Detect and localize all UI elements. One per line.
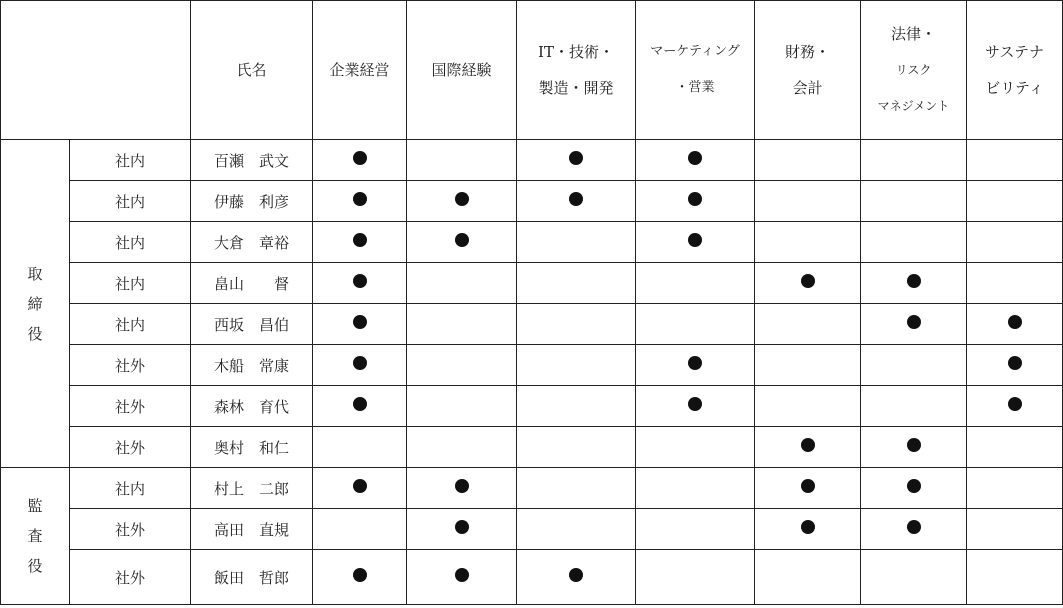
skill-cell: [861, 345, 967, 386]
skill-dot-icon: [688, 233, 702, 247]
skill-cell: [517, 263, 636, 304]
skill-dot-icon: [353, 397, 367, 411]
skill-cell: [636, 222, 755, 263]
skill-cell: [313, 140, 407, 181]
header-line: 会計: [792, 79, 823, 97]
skill-cell: [313, 550, 407, 605]
skill-cell: [967, 427, 1063, 468]
skill-cell: [517, 140, 636, 181]
header-skill-marketing: [636, 1, 755, 140]
group-label-char: 役: [27, 324, 43, 343]
skill-cell: [517, 222, 636, 263]
group-label-char: 役: [27, 557, 43, 575]
skill-cell: [636, 140, 755, 181]
group-label-directors: [1, 140, 70, 468]
member-name-cell: 大倉 章裕: [191, 222, 313, 263]
skill-cell: [861, 181, 967, 222]
skill-cell: [861, 550, 967, 605]
skill-cell: [313, 386, 407, 427]
skill-cell: [313, 468, 407, 509]
member-type-cell: 社外: [70, 509, 191, 550]
skill-dot-icon: [353, 192, 367, 206]
header-line: ・営業: [675, 80, 715, 95]
header-corner-cell: [1, 1, 191, 140]
skill-cell: [755, 550, 861, 605]
header-line: IT・技術・: [538, 43, 614, 61]
skill-dot-icon: [688, 151, 702, 165]
table-row: [1, 345, 1063, 386]
skill-cell: [636, 550, 755, 605]
skill-cell: [517, 509, 636, 550]
skill-cell: [636, 181, 755, 222]
skill-cell: [861, 468, 967, 509]
skill-cell: [861, 386, 967, 427]
member-name-cell: 森林 育代: [191, 386, 313, 427]
header-skill-management: [313, 1, 407, 140]
table-row: [1, 468, 1063, 509]
member-type-cell: 社内: [70, 263, 191, 304]
skill-cell: [407, 140, 517, 181]
header-skill-legal-risk: [861, 1, 967, 140]
member-name-cell: 木船 常康: [191, 345, 313, 386]
skill-cell: [967, 345, 1063, 386]
skill-cell: [755, 386, 861, 427]
member-type-cell: 社内: [70, 304, 191, 345]
skill-cell: [755, 181, 861, 222]
skill-cell: [407, 427, 517, 468]
group-label-char: 取: [27, 264, 43, 283]
header-line: 財務・: [784, 43, 830, 61]
skill-dot-icon: [801, 520, 815, 534]
skill-cell: [313, 304, 407, 345]
skill-dot-icon: [455, 520, 469, 534]
skill-cell: [861, 222, 967, 263]
skill-dot-icon: [455, 568, 469, 582]
skill-dot-icon: [1008, 397, 1022, 411]
member-type-cell: 社内: [70, 140, 191, 181]
skill-cell: [967, 263, 1063, 304]
skill-dot-icon: [688, 192, 702, 206]
skill-cell: [755, 509, 861, 550]
skill-dot-icon: [801, 479, 815, 493]
skill-cell: [967, 181, 1063, 222]
skill-cell: [517, 304, 636, 345]
header-skill-finance: [755, 1, 861, 140]
skill-cell: [636, 509, 755, 550]
skill-cell: [861, 304, 967, 345]
skill-cell: [517, 386, 636, 427]
table-row: [1, 509, 1063, 550]
skill-dot-icon: [353, 315, 367, 329]
skill-cell: [861, 140, 967, 181]
skill-dot-icon: [353, 274, 367, 288]
skill-cell: [313, 181, 407, 222]
skill-cell: [967, 550, 1063, 605]
skill-cell: [755, 140, 861, 181]
member-type-cell: 社内: [70, 222, 191, 263]
skill-dot-icon: [569, 568, 583, 582]
skill-cell: [517, 345, 636, 386]
skill-cell: [861, 427, 967, 468]
skill-dot-icon: [1008, 356, 1022, 370]
skill-cell: [967, 222, 1063, 263]
skill-dot-icon: [353, 151, 367, 165]
header-skill-sustainability: [967, 1, 1063, 140]
skill-cell: [636, 468, 755, 509]
skill-cell: [407, 222, 517, 263]
skill-dot-icon: [907, 274, 921, 288]
skill-cell: [755, 468, 861, 509]
header-line: ビリティ: [985, 79, 1044, 97]
skill-cell: [407, 468, 517, 509]
member-name-cell: 西坂 昌伯: [191, 304, 313, 345]
skill-dot-icon: [1008, 315, 1022, 329]
table-row: [1, 263, 1063, 304]
group-label-char: 締: [27, 294, 43, 313]
skill-dot-icon: [455, 192, 469, 206]
header-line: リスク: [895, 63, 932, 77]
skill-cell: [407, 386, 517, 427]
skill-cell: [407, 263, 517, 304]
skill-cell: [861, 509, 967, 550]
header-line: マネジメント: [877, 99, 950, 113]
skill-cell: [967, 509, 1063, 550]
skill-dot-icon: [455, 479, 469, 493]
header-line: 国際経験: [431, 61, 492, 79]
skill-cell: [313, 345, 407, 386]
skill-dot-icon: [688, 397, 702, 411]
member-name-cell: 畠山 督: [191, 263, 313, 304]
table-row: [1, 550, 1063, 605]
skill-cell: [967, 304, 1063, 345]
member-name-cell: 高田 直規: [191, 509, 313, 550]
header-row: [1, 1, 1063, 140]
member-name-cell: 奥村 和仁: [191, 427, 313, 468]
skill-cell: [517, 427, 636, 468]
skill-cell: [407, 345, 517, 386]
skill-cell: [755, 263, 861, 304]
table-row: [1, 181, 1063, 222]
header-skill-international: [407, 1, 517, 140]
skill-dot-icon: [907, 438, 921, 452]
skill-dot-icon: [353, 233, 367, 247]
skill-cell: [407, 509, 517, 550]
table-row: [1, 427, 1063, 468]
skill-cell: [407, 304, 517, 345]
header-line: 製造・開発: [538, 79, 614, 97]
skill-dot-icon: [455, 233, 469, 247]
skill-dot-icon: [569, 151, 583, 165]
member-type-cell: 社内: [70, 468, 191, 509]
skill-dot-icon: [907, 479, 921, 493]
table-row: [1, 222, 1063, 263]
member-name-cell: 百瀬 武文: [191, 140, 313, 181]
skill-cell: [755, 427, 861, 468]
header-line: サステナ: [984, 43, 1045, 61]
skill-cell: [861, 263, 967, 304]
skill-cell: [313, 509, 407, 550]
skill-cell: [636, 263, 755, 304]
header-name: 氏名: [191, 1, 313, 140]
group-label-char: 監: [27, 497, 43, 515]
group-label-auditors: [1, 468, 70, 605]
skill-cell: [636, 345, 755, 386]
skills-matrix-body: [1, 1, 1063, 605]
skill-cell: [636, 386, 755, 427]
skill-dot-icon: [907, 315, 921, 329]
skill-dot-icon: [688, 356, 702, 370]
skill-cell: [407, 181, 517, 222]
skill-cell: [755, 222, 861, 263]
skill-dot-icon: [569, 192, 583, 206]
skill-cell: [967, 386, 1063, 427]
table-row: [1, 140, 1063, 181]
member-type-cell: 社外: [70, 386, 191, 427]
header-line: 法律・: [890, 25, 936, 43]
skill-cell: [517, 468, 636, 509]
skill-cell: [407, 550, 517, 605]
skill-dot-icon: [353, 479, 367, 493]
skill-cell: [755, 345, 861, 386]
skill-cell: [517, 550, 636, 605]
header-line: マーケティング: [650, 44, 740, 59]
skill-dot-icon: [801, 438, 815, 452]
skill-cell: [967, 468, 1063, 509]
skill-cell: [636, 427, 755, 468]
member-name-cell: 飯田 哲郎: [191, 550, 313, 605]
header-skill-it-tech: [517, 1, 636, 140]
skill-cell: [755, 304, 861, 345]
member-name-cell: 村上 二郎: [191, 468, 313, 509]
member-name-cell: 伊藤 利彦: [191, 181, 313, 222]
member-type-cell: 社内: [70, 181, 191, 222]
group-label-char: 査: [27, 527, 43, 545]
table-row: [1, 304, 1063, 345]
skill-cell: [313, 427, 407, 468]
member-type-cell: 社外: [70, 345, 191, 386]
skill-cell: [313, 263, 407, 304]
skill-cell: [967, 140, 1063, 181]
skill-dot-icon: [907, 520, 921, 534]
skill-dot-icon: [801, 274, 815, 288]
member-type-cell: 社外: [70, 550, 191, 605]
header-line: 企業経営: [329, 61, 390, 79]
skill-cell: [313, 222, 407, 263]
skill-dot-icon: [353, 356, 367, 370]
skill-cell: [517, 181, 636, 222]
table-row: [1, 386, 1063, 427]
skill-cell: [636, 304, 755, 345]
skill-dot-icon: [353, 568, 367, 582]
member-type-cell: 社外: [70, 427, 191, 468]
